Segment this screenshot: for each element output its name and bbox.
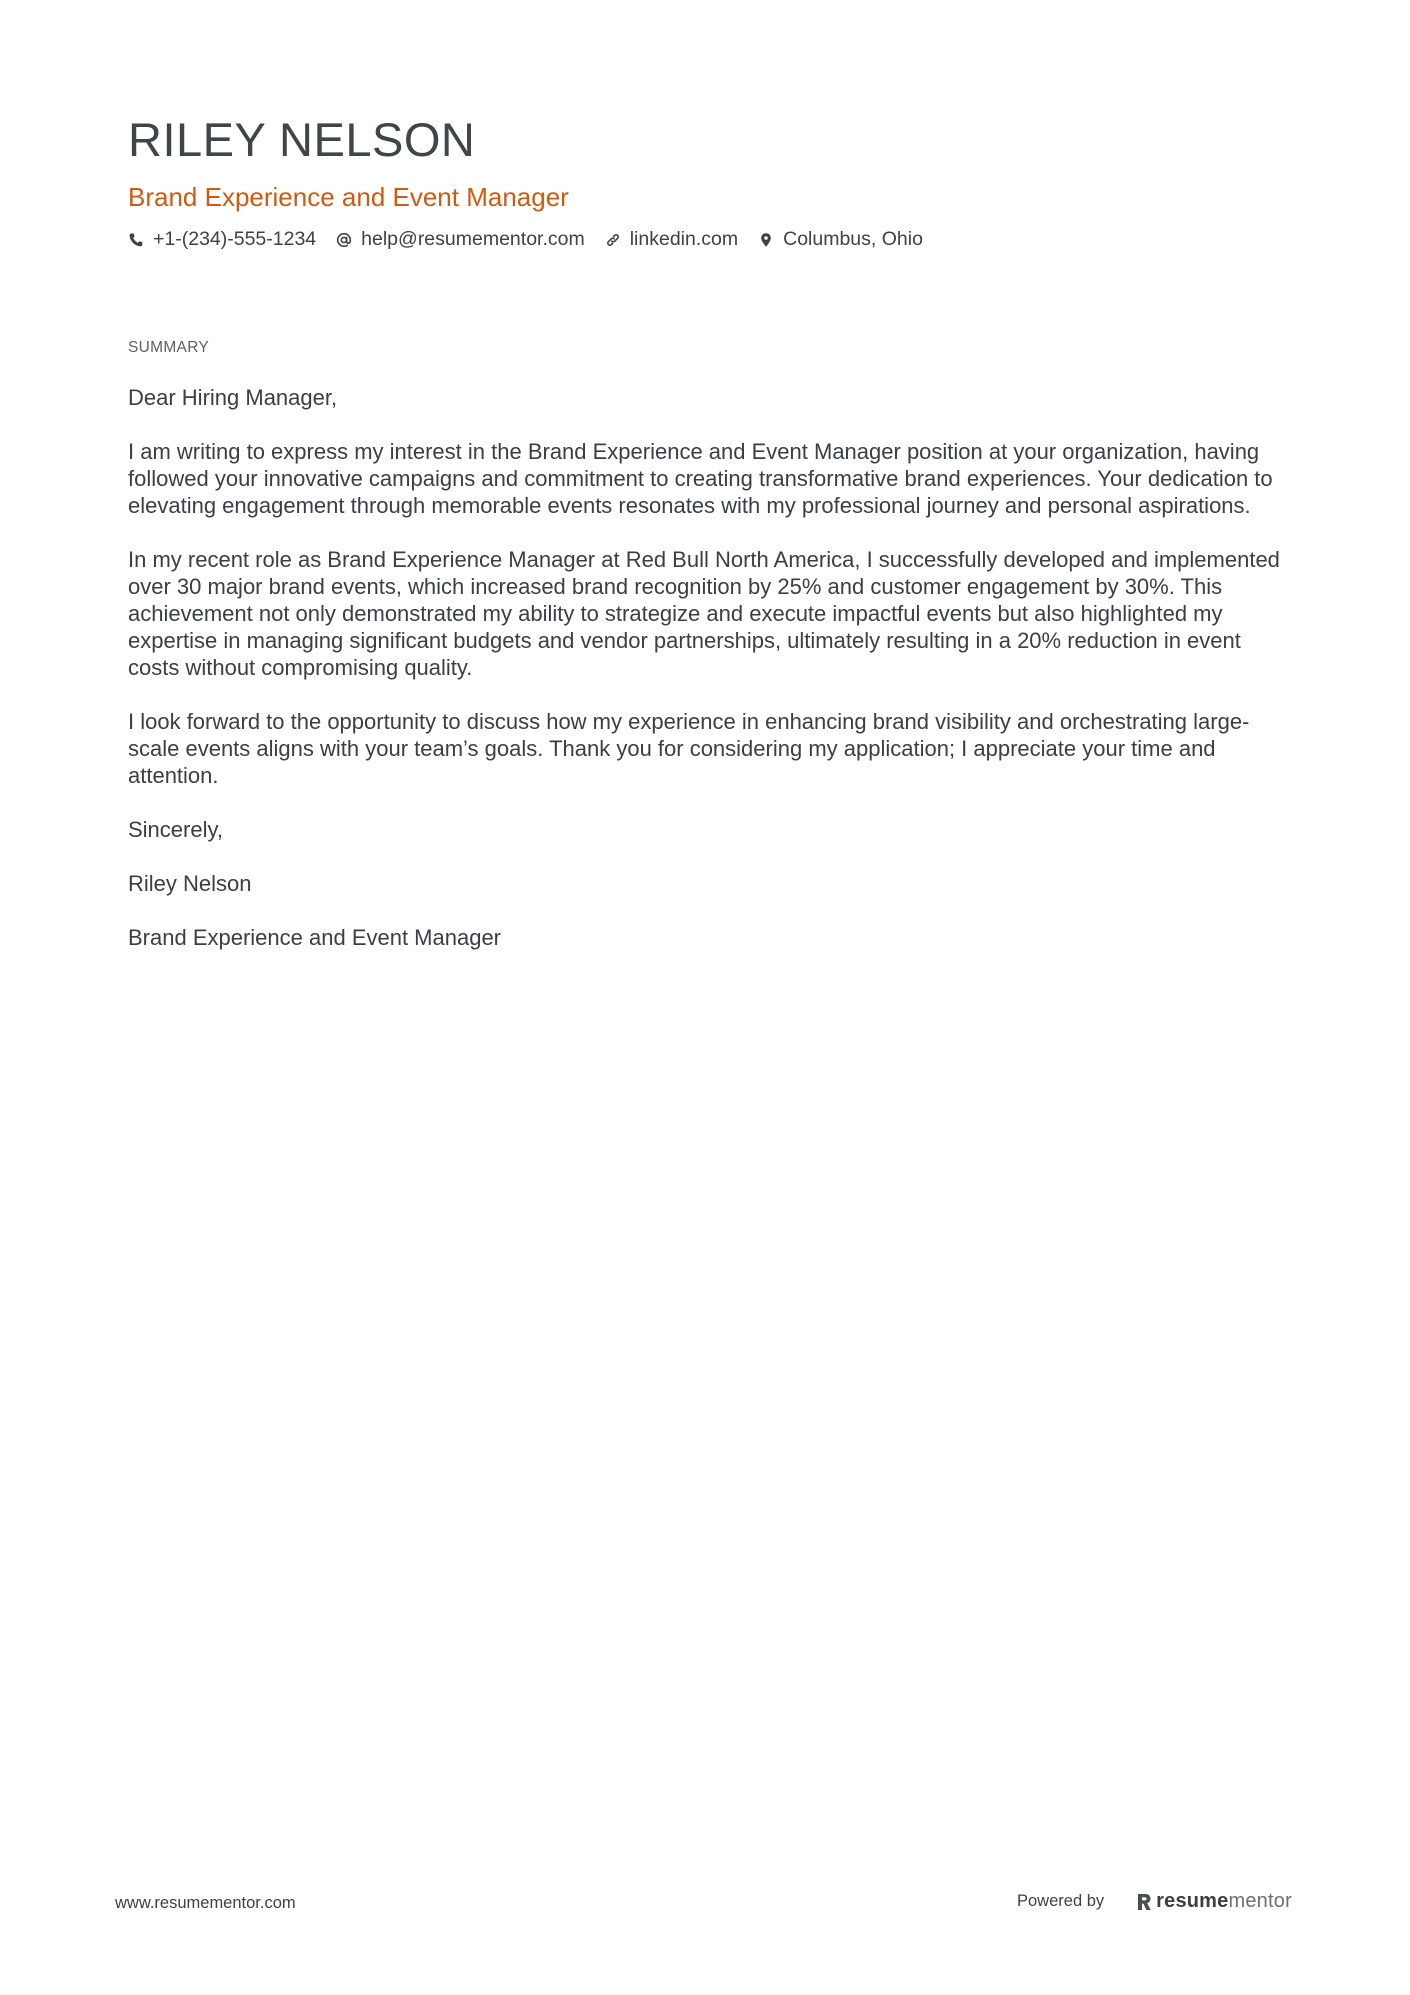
- contact-phone-text: +1-(234)-555-1234: [153, 228, 317, 250]
- resumementor-logo[interactable]: [1136, 1890, 1292, 1913]
- location-pin-icon: [758, 232, 774, 248]
- letter-salutation: Dear Hiring Manager,: [128, 385, 338, 410]
- brand-name-part2: mentor: [1228, 1890, 1292, 1912]
- applicant-name: RILEY NELSON: [128, 113, 476, 166]
- footer-powered-by: [1017, 1890, 1292, 1913]
- contact-info-row: [128, 228, 943, 251]
- applicant-job-title: Brand Experience and Event Manager: [128, 182, 569, 212]
- contact-phone: [128, 228, 316, 251]
- signature-title: Brand Experience and Event Manager: [128, 925, 502, 950]
- section-label-summary: SUMMARY: [128, 339, 210, 356]
- contact-email: [336, 228, 585, 251]
- contact-email-text[interactable]: help@resumementor.com: [361, 228, 585, 250]
- at-icon: [336, 232, 352, 248]
- letter-paragraph: In my recent role as Brand Experience Manager at Red Bull North America, I successfully developed and implemented over 30 major brand events, which increased brand recognition by 25% and customer engagement by 30%. This achievement not only demonstrated my ability to strategize and execute impactful events but also highlighted my expertise in managing significant budgets and vendor partnerships, ultimately resulting in a 20% reduction in event costs without compromising quality.: [128, 547, 1280, 680]
- resumementor-logo-icon: [1136, 1892, 1152, 1912]
- contact-location: [758, 228, 923, 251]
- letter-paragraph: I look forward to the opportunity to discuss how my experience in enhancing brand visibility and orchestrating large-scale events aligns with your team’s goals. Thank you for considering my application; I appreciate your time and attention.: [128, 709, 1250, 788]
- brand-name-part1: resume: [1156, 1890, 1229, 1912]
- contact-linkedin-text[interactable]: linkedin.com: [629, 228, 739, 250]
- powered-by-text: Powered by: [1017, 1892, 1105, 1910]
- contact-location-text: Columbus, Ohio: [783, 228, 923, 250]
- contact-linkedin: [605, 228, 738, 251]
- letter-body: [128, 384, 1298, 978]
- footer-website[interactable]: www.resumementor.com: [115, 1894, 296, 1912]
- letter-closing: Sincerely,: [128, 817, 223, 842]
- phone-icon: [128, 232, 144, 248]
- link-icon: [605, 232, 621, 248]
- signature-name: Riley Nelson: [128, 871, 252, 896]
- letter-paragraph: I am writing to express my interest in the Brand Experience and Event Manager position at your organization, having followed your innovative campaigns and commitment to creating transformative brand experiences. Your dedication to elevating engagement through memorable events resonates with my professional journey and personal aspirations.: [128, 439, 1273, 518]
